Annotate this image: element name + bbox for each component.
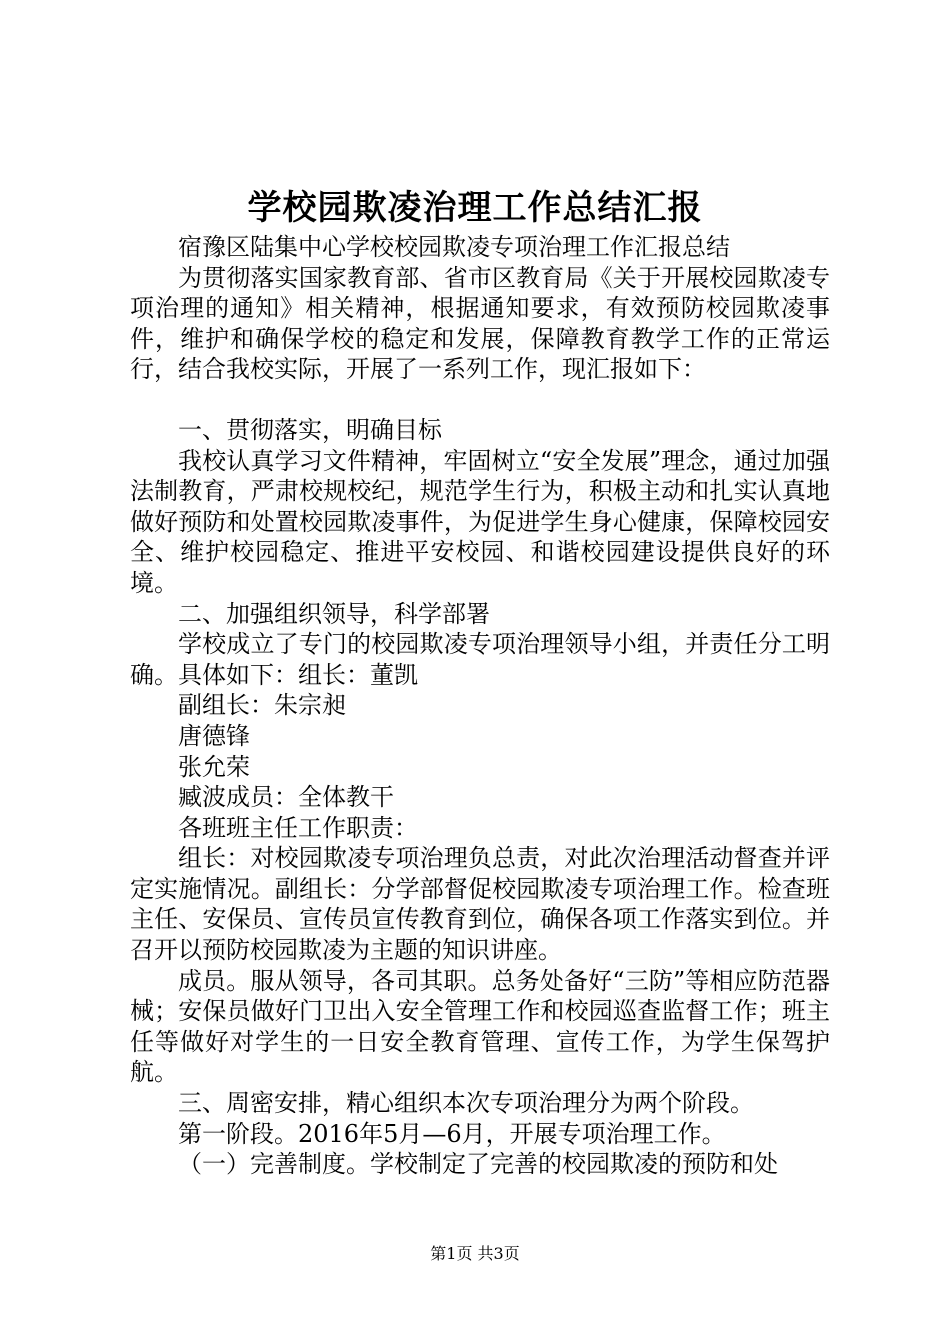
- section-heading-1: 一、贯彻落实，明确目标: [178, 415, 442, 444]
- paragraph: 各班班主任工作职责：: [178, 813, 418, 842]
- paragraph: 臧波成员：全体教干: [178, 783, 394, 812]
- paragraph: 我校认真学习文件精神，牢固树立“安全发展”理念，通过加强法制教育，严肃校规校纪，规范学生行为，积极主动和扎实认真地做好预防和处置校园欺凌事件，为促进学生身心健康，保障校园安全、维护校园稳定、推进平安校园、和谐校园建设提供良好的环境。: [130, 446, 830, 597]
- paragraph-intro: 为贯彻落实国家教育部、省市区教育局《关于开展校园欺凌专项治理的通知》相关精神，根据通知要求，有效预防校园欺凌事件，维护和确保学校的稳定和发展，保障教育教学工作的正常运行，结合我校实际，开展了一系列工作，现汇报如下：: [130, 263, 830, 384]
- section-heading-2: 二、加强组织领导，科学部署: [178, 599, 490, 628]
- paragraph: （一）完善制度。学校制定了完善的校园欺凌的预防和处: [178, 1150, 778, 1179]
- paragraph-subtitle: 宿豫区陆集中心学校校园欺凌专项治理工作汇报总结: [178, 233, 730, 261]
- paragraph: 成员。服从领导，各司其职。总务处备好“三防”等相应防范器械；安保员做好门卫出入安全管理工作和校园巡查监督工作；班主任等做好对学生的一日安全教育管理、宣传工作，为学生保驾护航。: [130, 966, 830, 1087]
- paragraph: 副组长：朱宗昶: [178, 691, 346, 720]
- paragraph: 学校成立了专门的校园欺凌专项治理领导小组，并责任分工明确。具体如下：组长：董凯: [130, 630, 830, 689]
- document-title: 学校园欺凌治理工作总结汇报: [247, 188, 703, 228]
- paragraph: 第一阶段。2016年5月—6月，开展专项治理工作。: [178, 1119, 726, 1148]
- paragraph: 唐德锋: [178, 721, 250, 750]
- paragraph: 组长：对校园欺凌专项治理负总责，对此次治理活动督查并评定实施情况。副组长：分学部督促校园欺凌专项治理工作。检查班主任、安保员、宣传员宣传教育到位，确保各项工作落实到位。并召开以预防校园欺凌为主题的知识讲座。: [130, 844, 830, 965]
- document-body: [130, 232, 830, 1180]
- paragraph: 张允荣: [178, 752, 250, 781]
- page-footer: 第1页 共3页: [430, 1244, 520, 1263]
- section-heading-3: 三、周密安排，精心组织本次专项治理分为两个阶段。: [178, 1089, 754, 1118]
